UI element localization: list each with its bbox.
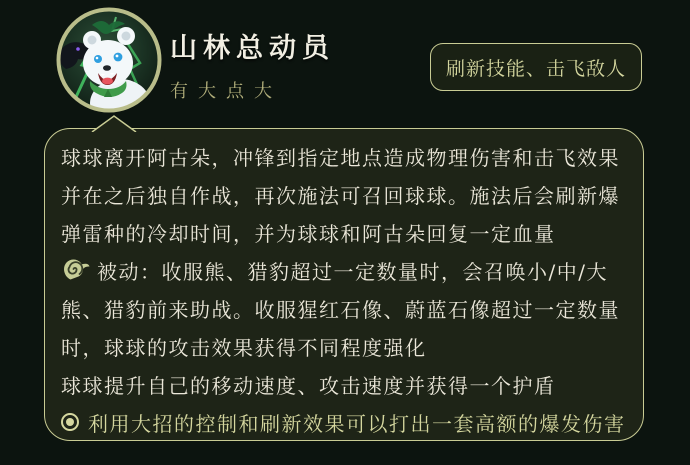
line-text: 利用大招的控制和刷新效果可以打出一套高额的爆发伤害	[88, 411, 626, 436]
skill-description-panel	[44, 128, 644, 441]
speech-bubble-tail-icon	[91, 114, 137, 132]
snail-icon	[61, 258, 91, 283]
skill-usage-hint: 有大点大	[170, 81, 282, 102]
skill-description-line	[61, 327, 627, 365]
skill-name: 山林总动员	[170, 33, 335, 64]
line-text: 球球提升自己的移动速度、攻击速度并获得一个护盾	[61, 373, 556, 398]
skill-tip-line	[61, 403, 627, 441]
fisheye-bullet-icon	[61, 413, 79, 431]
title-block	[170, 26, 335, 103]
line-text: 熊、猎豹前来助战。收服猩红石像、蔚蓝石像超过一定数量	[61, 297, 620, 322]
skill-description-line	[61, 137, 627, 175]
line-text: 弹雷种的冷却时间，并为球球和阿古朵回复一定血量	[61, 221, 556, 246]
skill-description-line	[61, 213, 627, 251]
line-text: 被动：收服熊、猎豹超过一定数量时，会召唤小/中/大	[97, 259, 608, 284]
skill-description-line	[61, 251, 627, 289]
skill-description-line	[61, 289, 627, 327]
skill-icon-button[interactable]	[56, 7, 162, 113]
skill-tags-badge: 刷新技能、击飞敌人	[430, 43, 642, 91]
bear-cub-avatar-art	[56, 7, 162, 113]
skill-description-line	[61, 175, 627, 213]
line-text: 球球离开阿古朵，冲锋到指定地点造成物理伤害和击飞效果	[61, 145, 620, 170]
line-text: 并在之后独自作战，再次施法可召回球球。施法后会刷新爆	[61, 183, 620, 208]
skill-description-line	[61, 365, 627, 403]
line-text: 时，球球的攻击效果获得不同程度强化	[61, 335, 427, 360]
